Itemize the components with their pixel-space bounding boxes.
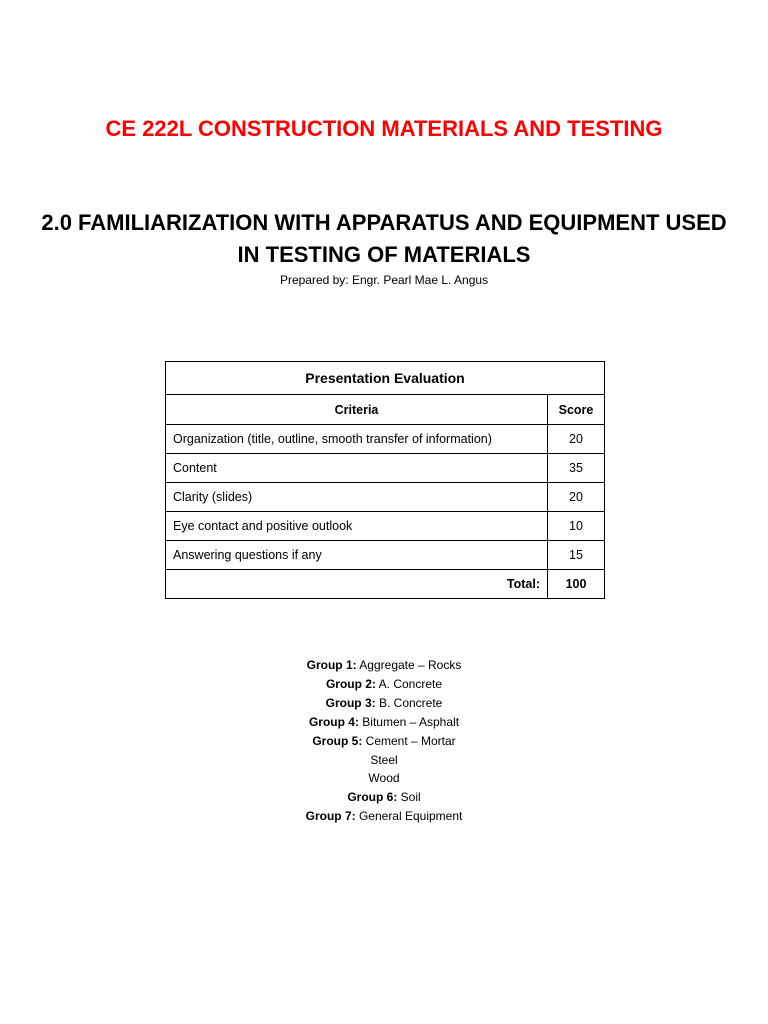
group-item — [0, 656, 768, 675]
activity-title-line-2: IN TESTING OF MATERIALS — [237, 242, 531, 267]
score-cell: 15 — [548, 541, 605, 570]
score-cell: 10 — [548, 512, 605, 541]
group-topic: Bitumen – Asphalt — [358, 714, 460, 729]
table-row — [166, 483, 605, 512]
criteria-cell: Content — [166, 454, 548, 483]
activity-title — [20, 207, 748, 271]
group-topic: A. Concrete — [375, 676, 443, 691]
column-header-score: Score — [548, 395, 605, 425]
group-label: Group 3: — [325, 695, 376, 710]
criteria-cell: Answering questions if any — [166, 541, 548, 570]
table-row — [166, 512, 605, 541]
group-topic: Steel — [370, 752, 398, 767]
group-item — [0, 732, 768, 751]
group-label: Group 1: — [306, 658, 357, 672]
group-topic: General Equipment — [355, 809, 463, 824]
activity-title-line-1: 2.0 FAMILIARIZATION WITH APPARATUS AND EQUIPMENT USED — [41, 210, 727, 235]
group-item — [0, 694, 768, 713]
group-label: Group 5: — [312, 733, 363, 748]
group-topic: Cement – Mortar — [362, 733, 456, 748]
table-row — [166, 454, 605, 483]
group-label: Group 7: — [305, 809, 356, 824]
group-item — [0, 807, 768, 826]
criteria-cell: Clarity (slides) — [166, 483, 548, 512]
prepared-by: Prepared by: Engr. Pearl Mae L. Angus — [279, 273, 489, 287]
table-row — [166, 425, 605, 454]
group-subitem — [0, 751, 768, 770]
column-header-criteria: Criteria — [166, 395, 548, 425]
score-cell: 20 — [548, 425, 605, 454]
score-cell: 35 — [548, 454, 605, 483]
group-item — [0, 675, 768, 694]
group-label: Group 2: — [325, 676, 376, 691]
table-row — [166, 541, 605, 570]
criteria-cell: Organization (title, outline, smooth transfer of information) — [166, 425, 548, 454]
group-assignments — [0, 656, 768, 826]
group-topic: B. Concrete — [375, 695, 443, 710]
table-total-row — [166, 570, 605, 599]
table-header-row — [166, 395, 605, 425]
criteria-cell: Eye contact and positive outlook — [166, 512, 548, 541]
group-subitem — [0, 769, 768, 788]
group-label: Group 4: — [308, 714, 359, 729]
group-topic: Wood — [368, 771, 400, 786]
group-topic: Soil — [397, 790, 421, 805]
group-item — [0, 788, 768, 807]
presentation-evaluation-table — [165, 361, 605, 599]
total-value: 100 — [548, 570, 605, 599]
score-cell: 20 — [548, 483, 605, 512]
course-title: CE 222L CONSTRUCTION MATERIALS AND TESTING — [105, 116, 663, 141]
group-topic: Aggregate – Rocks — [356, 658, 462, 672]
table-caption: Presentation Evaluation — [166, 362, 605, 395]
table-caption-row — [166, 362, 605, 395]
total-label: Total: — [166, 570, 548, 599]
group-label: Group 6: — [347, 790, 398, 805]
group-item — [0, 713, 768, 732]
